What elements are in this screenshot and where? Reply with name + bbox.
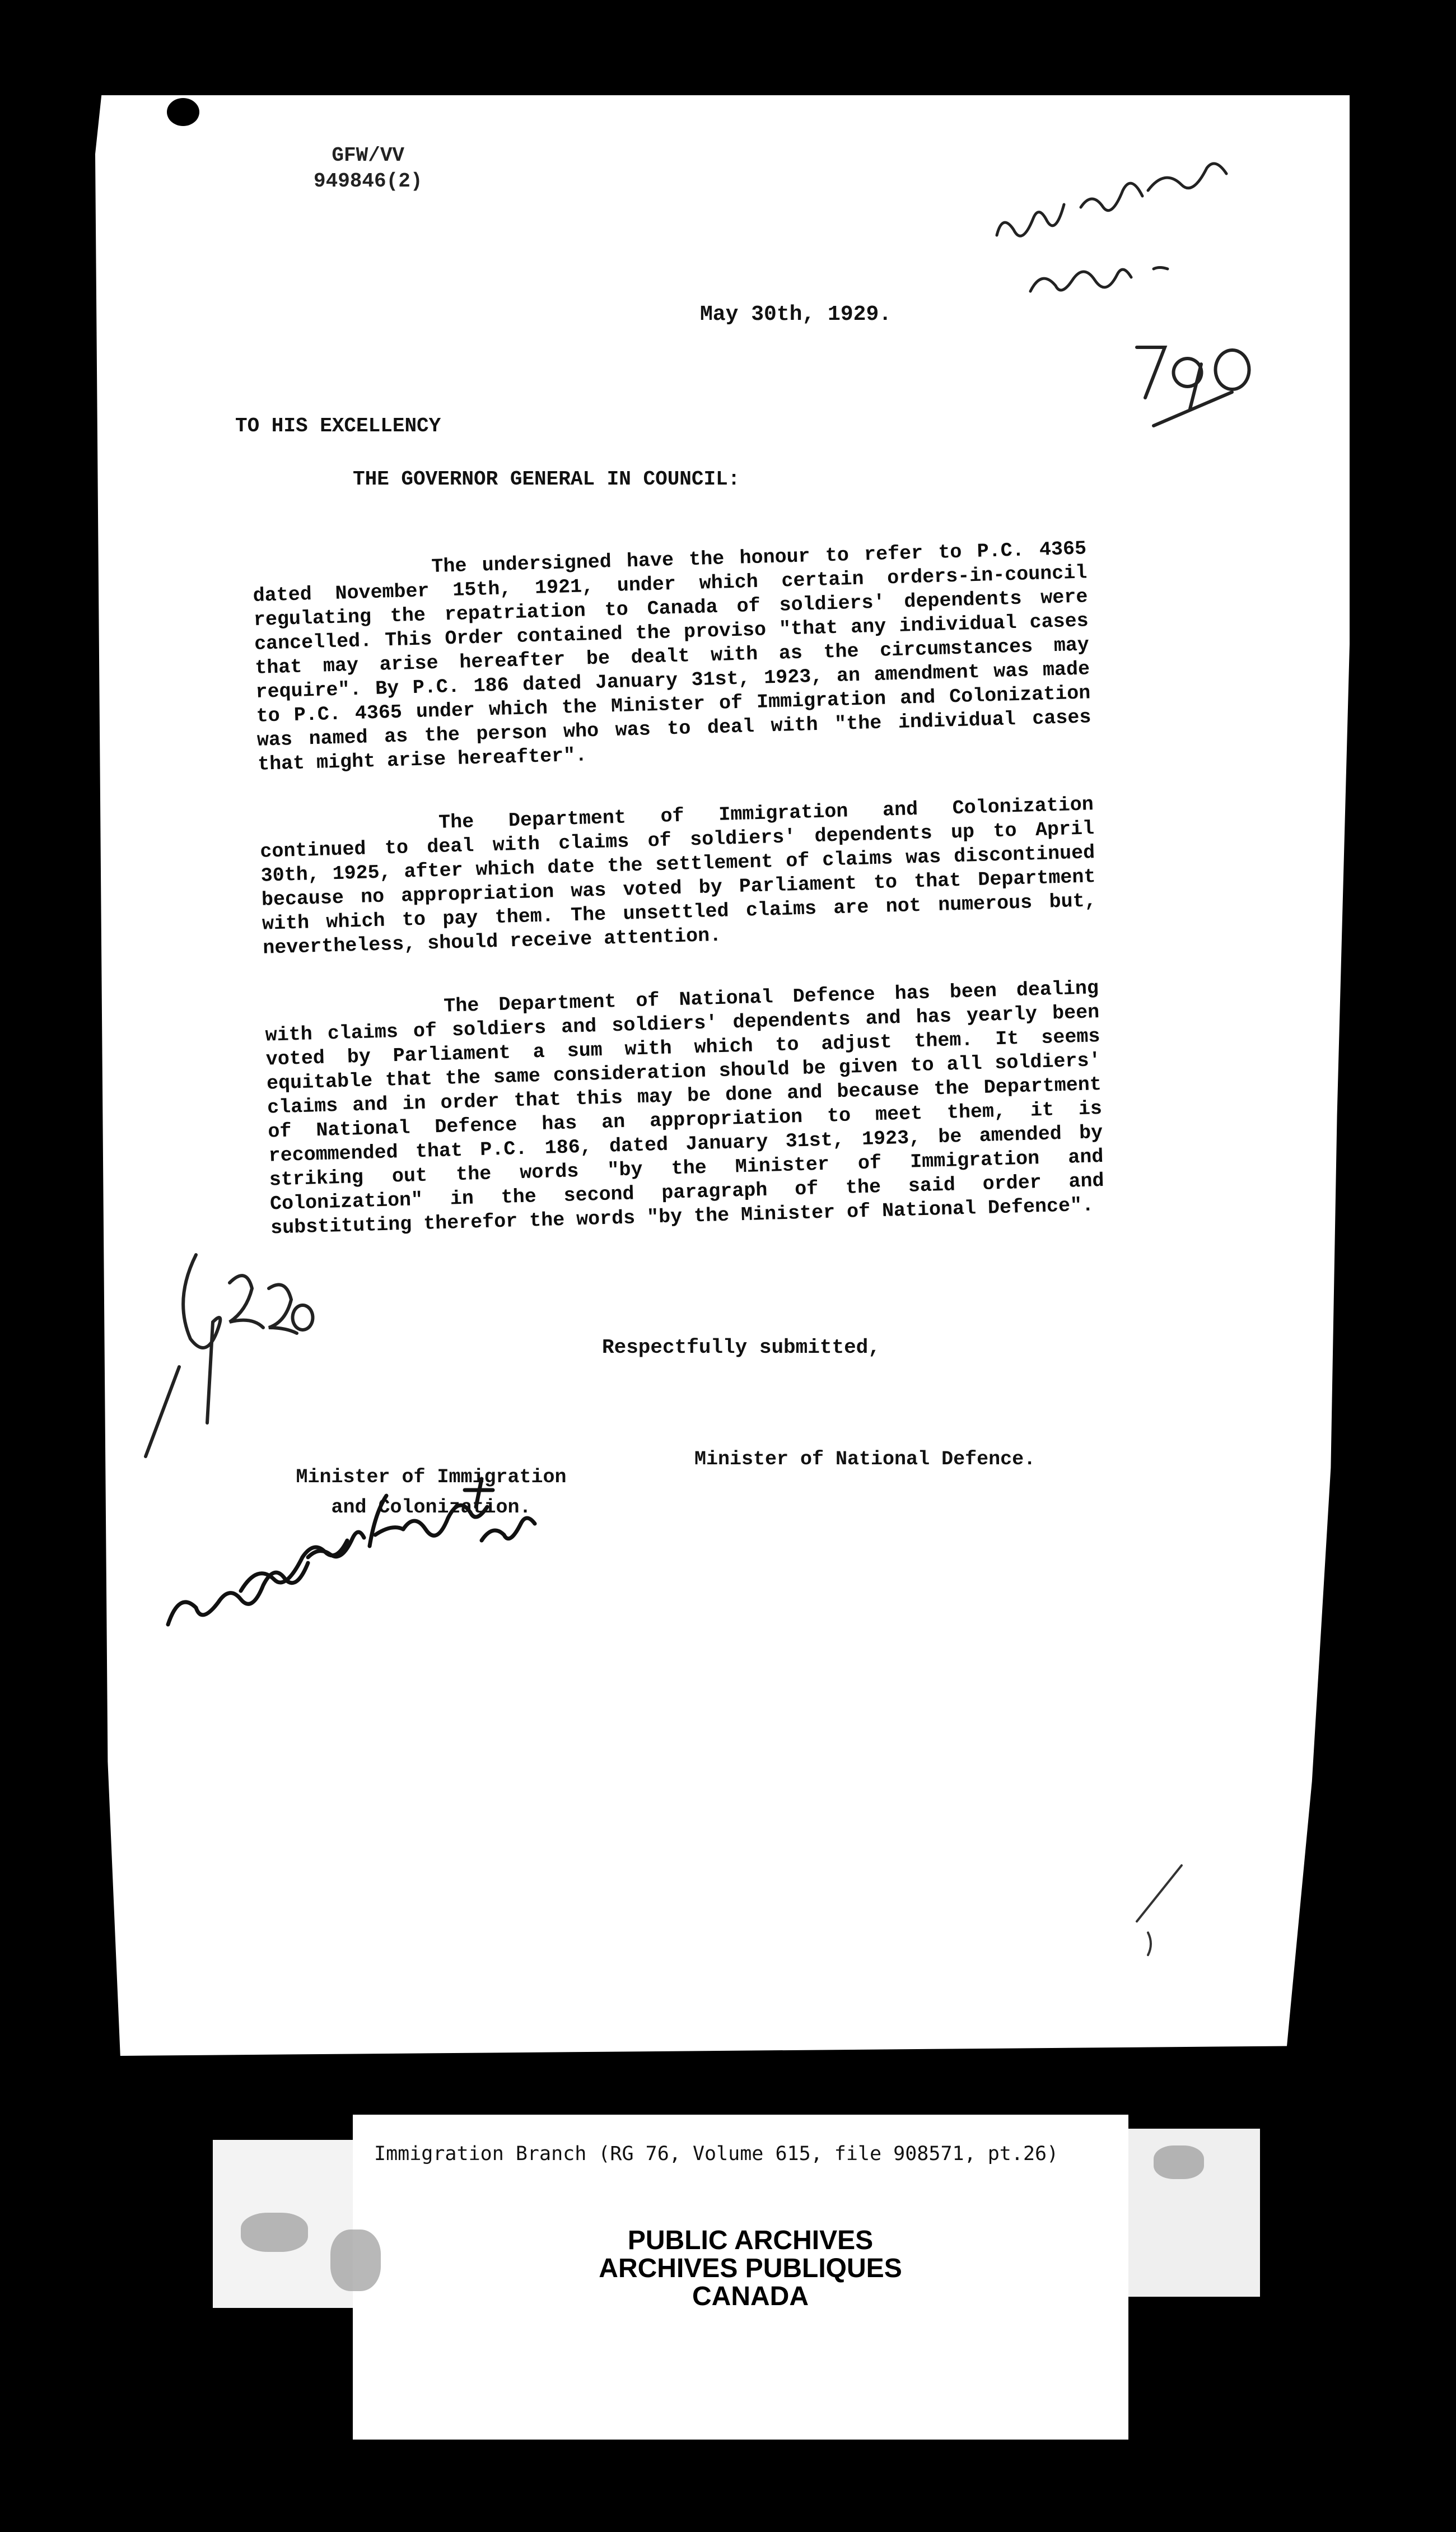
file-reference xyxy=(314,143,422,194)
closing-line: Respectfully submitted, xyxy=(602,1336,880,1359)
signature-block-defence: Minister of National Defence. xyxy=(694,1448,1036,1470)
signature-block-immigration xyxy=(263,1462,599,1523)
reference-initials: GFW/VV xyxy=(332,144,405,167)
stamp-line-1: PUBLIC ARCHIVES xyxy=(627,2226,874,2255)
archives-stamp xyxy=(504,2227,997,2311)
stamp-line-2: ARCHIVES PUBLIQUES xyxy=(599,2254,902,2283)
tape-smudge xyxy=(241,2213,308,2252)
paragraph-1: The undersigned have the honour to refer to P.C. 4365 dated November 15th, 1921, under which certain orders-in-council regulating the repatriation to Canada of soldiers' dependents were cancelled. This Order contained the proviso "that any individual cases that may arise hereafter be dealt with as the circumstances may require". By P.C. 186 dated January 31st, 1923, an amendment was made to P.C. 4365 under which the Minister of Immigration and Colonization was named as the person who was to deal with "the individual cases that might arise hereafter". xyxy=(253,537,1091,776)
addressee-line-2: THE GOVERNOR GENERAL IN COUNCIL: xyxy=(353,468,740,491)
letter-date: May 30th, 1929. xyxy=(700,302,892,327)
punch-hole xyxy=(167,98,199,126)
archive-reference: Immigration Branch (RG 76, Volume 615, file 908571, pt.26) xyxy=(374,2143,1059,2165)
tape-smudge xyxy=(330,2230,381,2291)
reference-file-number: 949846(2) xyxy=(314,170,423,193)
signature-title-line-1: Minister of Immigration xyxy=(296,1466,567,1488)
paragraph-3: The Department of National Defence has been dealing with claims of soldiers and soldiers' dependents and has yearly been voted by Parliament a sum with which to adjust them. It seems equitable that the same consideration should be given to all soldiers' claims and in order that this may be done and because the Department of National Defence has an appropriation to meet them, it is recommended that P.C. 186, dated January 31st, 1923, be amended by striking out the words "by the Minister of Immigration and Colonization" in the second paragraph of the said order and substituting therefor the words "by the Minister of National Defence". xyxy=(265,977,1105,1240)
stamp-line-3: CANADA xyxy=(692,2282,809,2311)
tape-smudge xyxy=(1154,2145,1204,2179)
signature-title-line-2: and Colonization. xyxy=(331,1496,531,1519)
addressee-line-1: TO HIS EXCELLENCY xyxy=(235,415,441,437)
letter-body xyxy=(252,537,1106,1279)
paragraph-2: The Department of Immigration and Colonization continued to deal with claims of soldiers' dependents up to April 30th, 1925, after which date the settlement of claims was discontinued because no appropriation was voted by Parliament to that Department with which to pay them. The unsettled claims are not numerous but, nevertheless, should receive attention. xyxy=(259,793,1097,960)
